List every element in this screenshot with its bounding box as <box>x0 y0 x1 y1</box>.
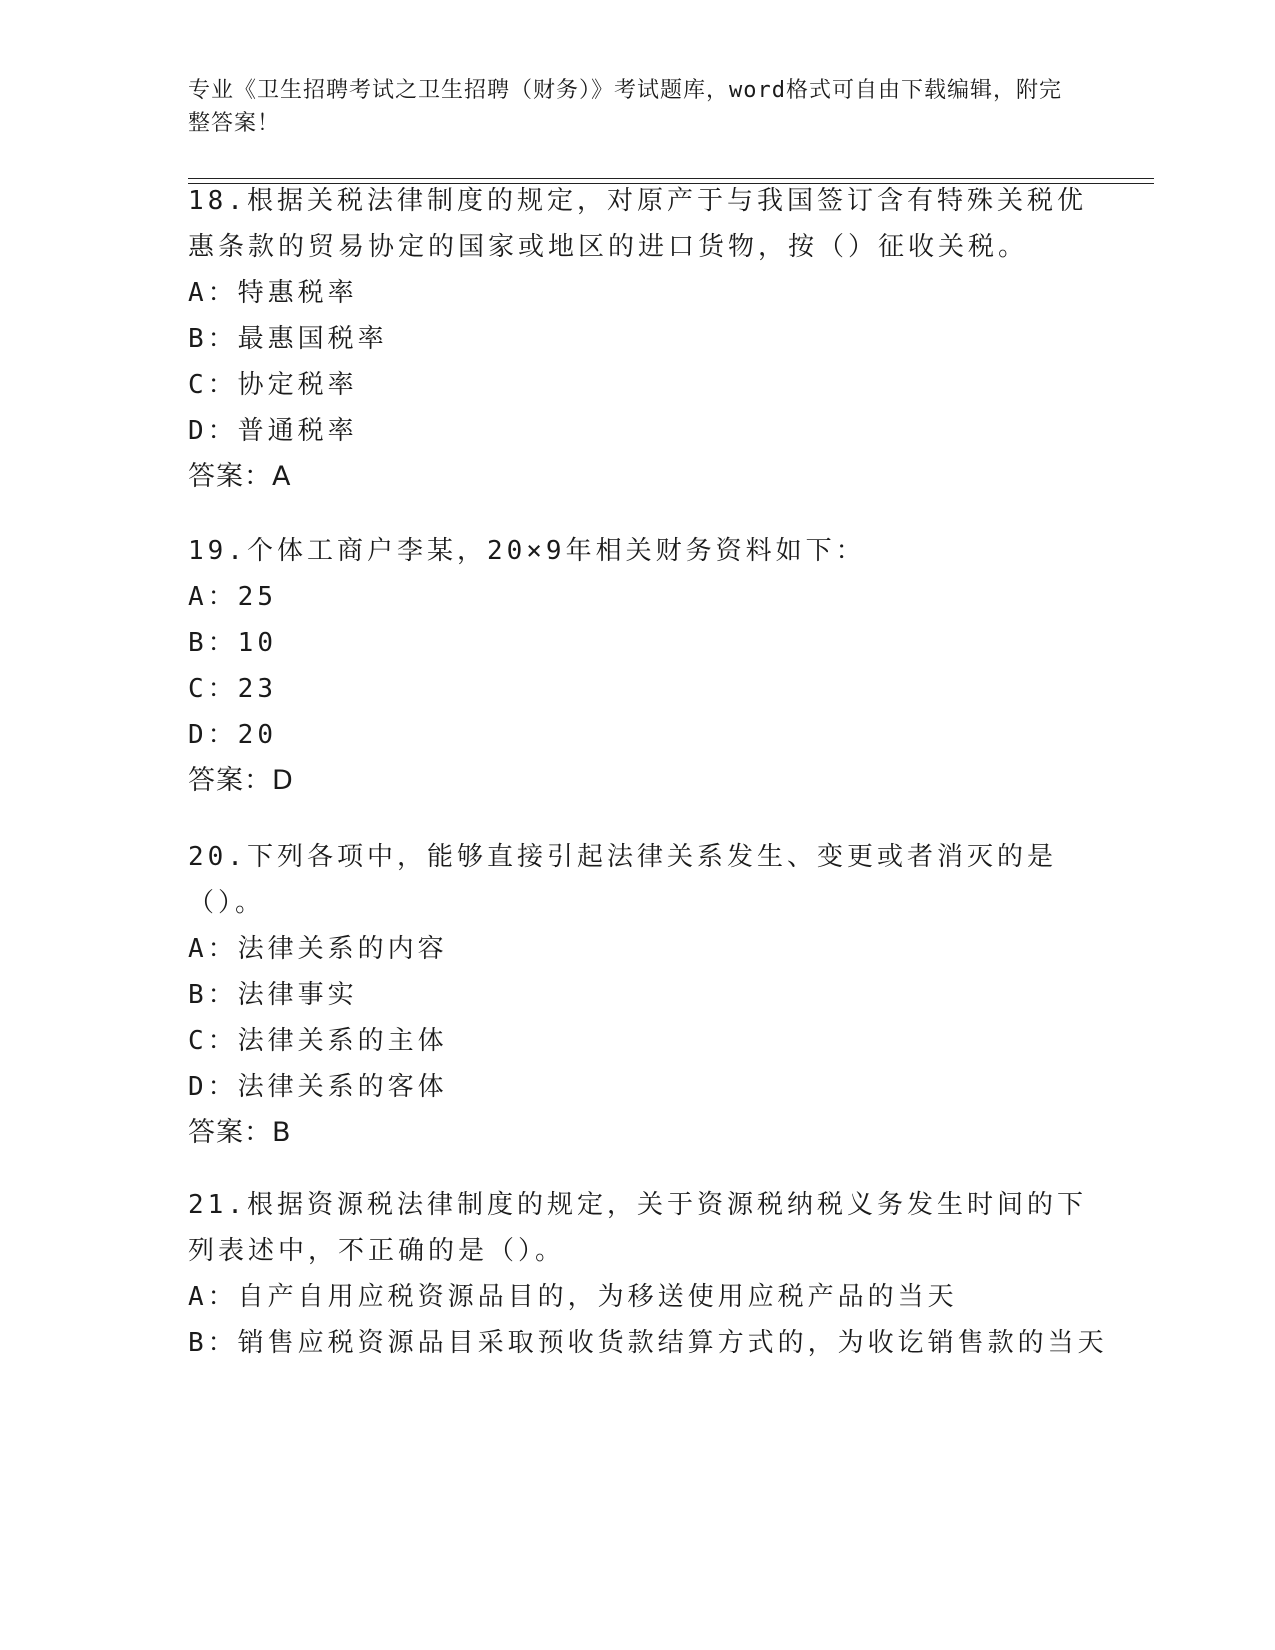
option-c: C ： 法律关系的主体 <box>188 1018 1088 1064</box>
option-list <box>188 574 1088 758</box>
answer-line: 答案 ： A <box>188 454 1088 500</box>
question-19 <box>188 528 1088 804</box>
question-18 <box>188 178 1088 500</box>
question-21 <box>188 1182 1108 1366</box>
question-20 <box>188 834 1088 1156</box>
option-c: C ： 23 <box>188 666 1088 712</box>
question-stem: 18.根据关税法律制度的规定，对原产于与我国签订含有特殊关税优惠条款的贸易协定的国家或地区的进口货物，按（）征收关税。 <box>188 186 1087 262</box>
option-d: D ： 法律关系的客体 <box>188 1064 1088 1110</box>
option-b: B ： 最惠国税率 <box>188 316 1088 362</box>
option-d: D ： 普通税率 <box>188 408 1088 454</box>
answer-line: 答案 ： D <box>188 758 1088 804</box>
option-d: D ： 20 <box>188 712 1088 758</box>
question-stem: 19.个体工商户李某，20×9年相关财务资料如下： <box>188 536 866 566</box>
answer-line: 答案 ： B <box>188 1110 1088 1156</box>
answer-value: B <box>272 1117 292 1148</box>
option-b: B ： 法律事实 <box>188 972 1088 1018</box>
option-a: A ： 自产自用应税资源品目的，为移送使用应税产品的当天 <box>188 1274 1088 1320</box>
option-b: B ： 10 <box>188 620 1088 666</box>
option-list <box>188 1274 1108 1366</box>
option-list <box>188 926 1088 1110</box>
answer-value: D <box>272 765 294 796</box>
option-a: A ： 特惠税率 <box>188 270 1088 316</box>
option-a: A ： 法律关系的内容 <box>188 926 1088 972</box>
document-header: 专业《卫生招聘考试之卫生招聘（财务）》考试题库，word格式可自由下载编辑，附完整答案！ <box>188 78 1062 136</box>
question-stem: 21.根据资源税法律制度的规定，关于资源税纳税义务发生时间的下列表述中，不正确的是（）。 <box>188 1190 1087 1266</box>
option-b: B ： 销售应税资源品目采取预收货款结算方式的，为收讫销售款的当天 <box>188 1320 1088 1366</box>
option-a: A ： 25 <box>188 574 1088 620</box>
question-stem: 20.下列各项中，能够直接引起法律关系发生、变更或者消灭的是（）。 <box>188 842 1057 918</box>
answer-value: A <box>272 461 292 492</box>
option-c: C ： 协定税率 <box>188 362 1088 408</box>
option-list <box>188 270 1088 454</box>
